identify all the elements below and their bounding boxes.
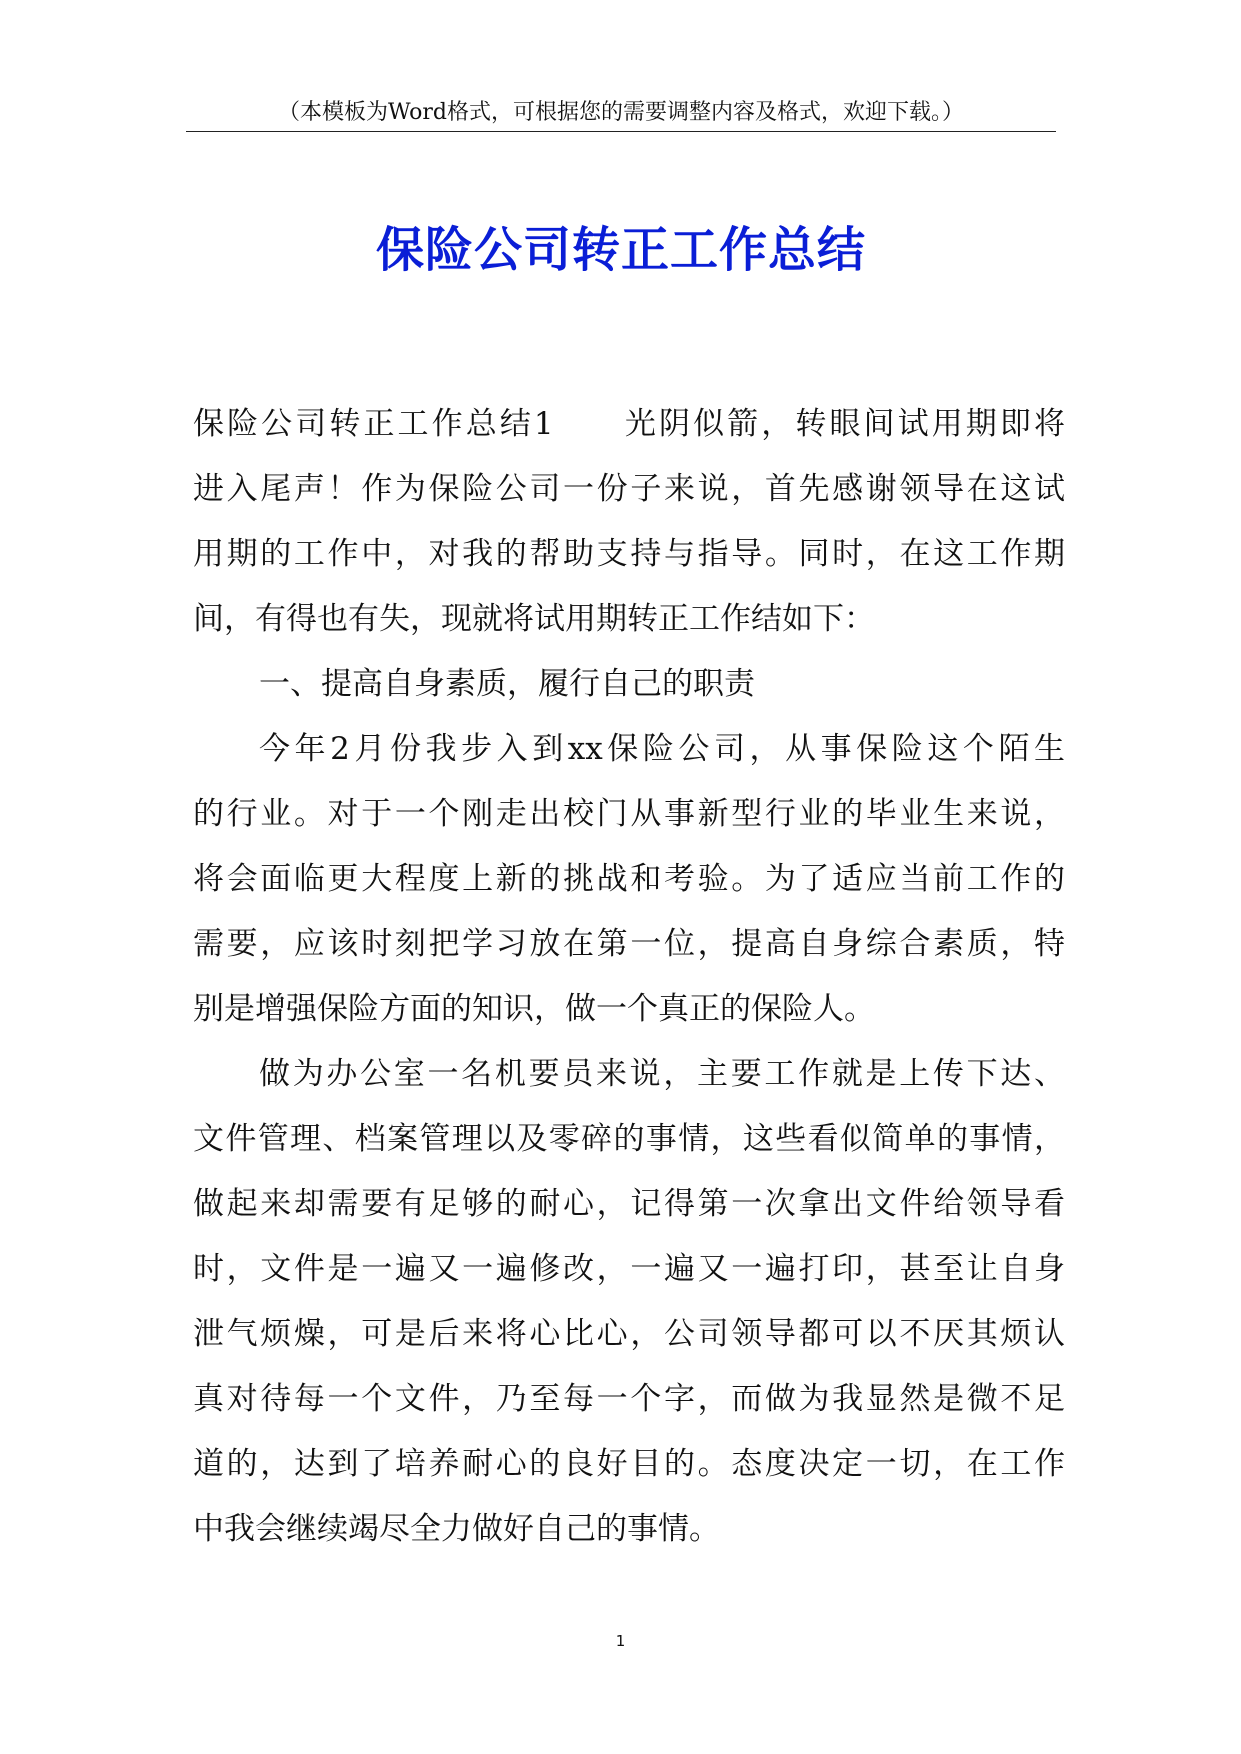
body-line: 真对待每一个文件，乃至每一个字，而做为我显然是微不足 (193, 1381, 1065, 1417)
body-line: 泄气烦燥，可是后来将心比心，公司领导都可以不厌其烦认 (193, 1316, 1065, 1352)
body-line: 用期的工作中，对我的帮助支持与指导。同时，在这工作期 (193, 536, 1065, 572)
document-body (193, 392, 1065, 1562)
section-heading: 一、提高自身素质，履行自己的职责 (259, 666, 755, 702)
body-line: 进入尾声！作为保险公司一份子来说，首先感谢领导在这试 (193, 471, 1065, 507)
body-line: 时，文件是一遍又一遍修改，一遍又一遍打印，甚至让自身 (193, 1251, 1065, 1287)
body-line: 需要，应该时刻把学习放在第一位，提高自身综合素质，特 (193, 926, 1065, 962)
body-line: 今年2月份我步入到xx保险公司，从事保险这个陌生 (259, 731, 1065, 767)
body-line: 做起来却需要有足够的耐心，记得第一次拿出文件给领导看 (193, 1186, 1065, 1222)
body-line: 别是增强保险方面的知识，做一个真正的保险人。 (193, 991, 875, 1027)
body-line: 间，有得也有失，现就将试用期转正工作结如下： (193, 601, 875, 637)
body-line: 将会面临更大程度上新的挑战和考验。为了适应当前工作的 (193, 861, 1065, 897)
body-line: 中我会继续竭尽全力做好自己的事情。 (193, 1511, 720, 1547)
header-template-note: （本模板为Word格式，可根据您的需要调整内容及格式，欢迎下载。） (278, 100, 964, 125)
page-number: 1 (615, 1632, 626, 1650)
body-line: 做为办公室一名机要员来说，主要工作就是上传下达、 (259, 1056, 1065, 1092)
body-line: 文件管理、档案管理以及零碎的事情，这些看似简单的事情， (193, 1121, 1065, 1157)
body-line: 的行业。对于一个刚走出校门从事新型行业的毕业生来说， (193, 796, 1065, 832)
document-title: 保险公司转正工作总结 (375, 222, 866, 278)
body-line: 保险公司转正工作总结1 光阴似箭，转眼间试用期即将 (193, 406, 1065, 442)
body-line: 道的，达到了培养耐心的良好目的。态度决定一切，在工作 (193, 1446, 1065, 1482)
header-divider (186, 131, 1056, 132)
